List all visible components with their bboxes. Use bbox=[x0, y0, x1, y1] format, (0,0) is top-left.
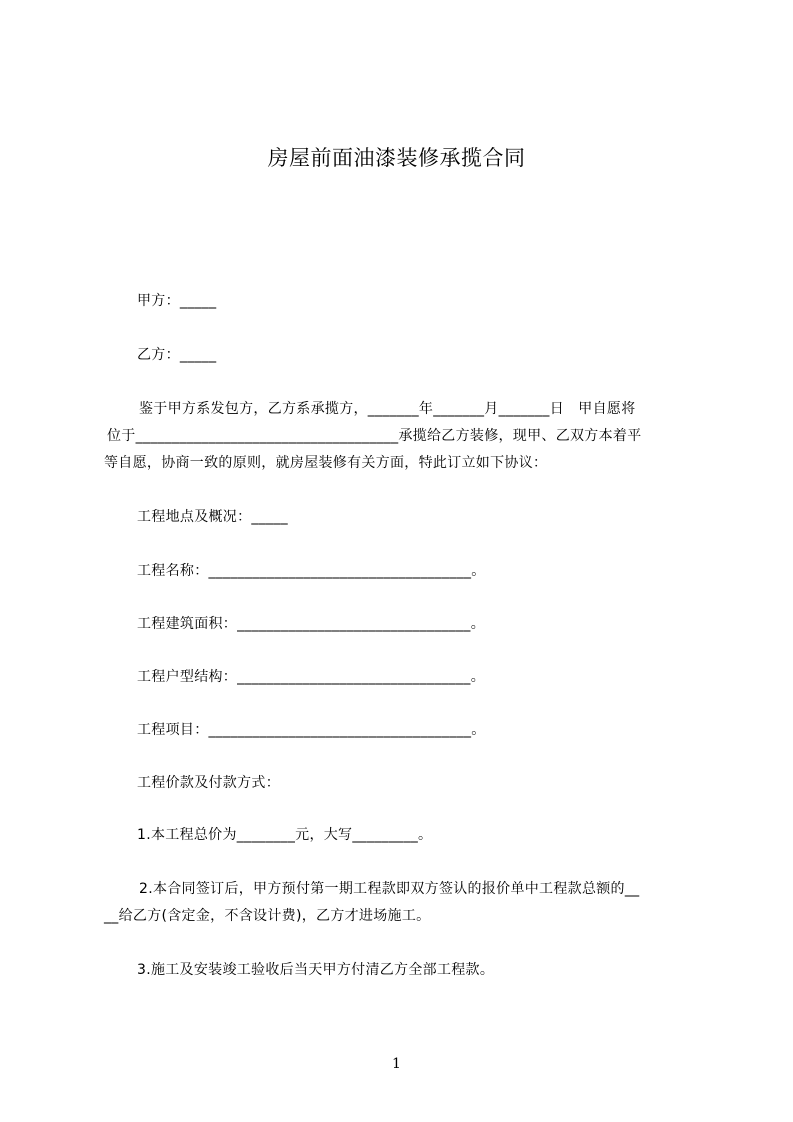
clause-3: 3.施工及安装竣工验收后当天甲方付清乙方全部工程款。 bbox=[137, 962, 495, 978]
intro-line-3: 等自愿，协商一致的原则，就房屋装修有关方面，特此订立如下协议： bbox=[104, 455, 548, 471]
project-items-line: 工程项目：____________________________________。 bbox=[137, 722, 486, 738]
project-location-line: 工程地点及概况：_____ bbox=[137, 509, 288, 525]
document-title: 房屋前面油漆装修承揽合同 bbox=[267, 146, 526, 170]
clause-2-line-1: 2.本合同签订后，甲方预付第一期工程款即双方签认的报价单中工程款总额的__ bbox=[139, 881, 640, 897]
clause-2-line-2: __给乙方(含定金，不含设计费)，乙方才进场施工。 bbox=[104, 908, 431, 924]
party-a-line: 甲方：_____ bbox=[137, 293, 217, 309]
party-b-line: 乙方：_____ bbox=[137, 347, 217, 363]
intro-line-2: 位于____________________________________承揽给乙方装修，现甲、乙双方本着平 bbox=[107, 428, 642, 444]
project-structure-line: 工程户型结构：________________________________。 bbox=[137, 669, 485, 685]
page-number: 1 bbox=[392, 1056, 401, 1072]
intro-line-1: 鉴于甲方系发包方，乙方系承揽方，_______年_______月_______日 甲自愿将 bbox=[139, 401, 636, 417]
price-heading: 工程价款及付款方式： bbox=[137, 775, 280, 791]
clause-1: 1.本工程总价为________元，大写_________。 bbox=[137, 827, 433, 843]
project-name-line: 工程名称：____________________________________。 bbox=[137, 563, 486, 579]
project-area-line: 工程建筑面积：________________________________。 bbox=[137, 616, 485, 632]
